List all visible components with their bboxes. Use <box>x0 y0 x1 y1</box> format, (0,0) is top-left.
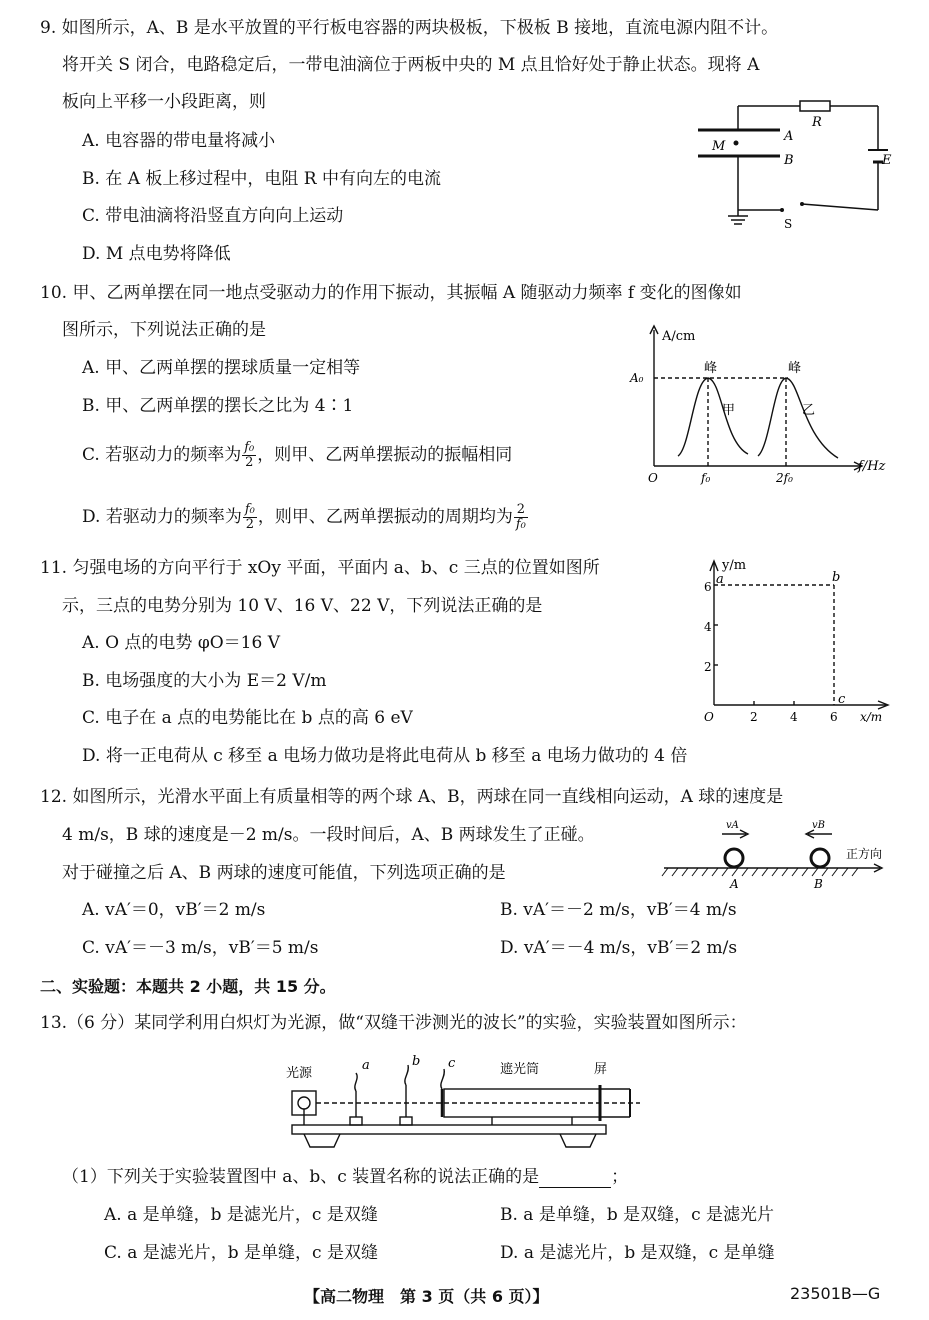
origin-label: O <box>648 471 658 485</box>
section-2-heading: 二、实验题：本题共 2 小题，共 15 分。 <box>40 977 336 996</box>
curve-label-jia: 甲 <box>722 403 736 418</box>
q12-line3: 对于碰撞之后 A、B 两球的速度可能值，下列选项正确的是 <box>62 863 506 883</box>
q11-line1: 11. 匀强电场的方向平行于 xOy 平面，平面内 a、b、c 三点的位置如图所 <box>40 558 600 578</box>
q10-line1: 10. 甲、乙两单摆在同一地点受驱动力的作用下振动，其振幅 A 随驱动力频率 f 变化的图像如 <box>40 283 742 303</box>
point-a-label: a <box>716 572 724 587</box>
screen-label: 屏 <box>594 1062 608 1077</box>
ball-a-label: A <box>730 877 739 891</box>
q11-option-c: C. 电子在 a 点的电势能比在 b 点的高 6 eV <box>82 708 413 728</box>
q10-option-c-prefix: C. 若驱动力的频率为 <box>82 445 242 465</box>
q12-collision-figure <box>660 818 900 894</box>
q9-option-c: C. 带电油滴将沿竖直方向向上运动 <box>82 206 344 226</box>
label-resistor-r: R <box>812 115 822 130</box>
q10-option-a: A. 甲、乙两单摆的摆球质量一定相等 <box>82 358 361 378</box>
a0-label: A₀ <box>630 371 644 385</box>
q11-option-a: A. O 点的电势 φO＝16 V <box>82 633 280 653</box>
q10-option-b: B. 甲、乙两单摆的摆长之比为 4∶1 <box>82 396 354 416</box>
label-plate-a: A <box>784 129 794 144</box>
y-tick-2: 2 <box>704 660 712 674</box>
q12-line1: 12. 如图所示，光滑水平面上有质量相等的两个球 A、B，两球在同一直线相向运动，A 球的速度是 <box>40 787 784 807</box>
q11-option-b: B. 电场强度的大小为 E＝2 V/m <box>82 671 327 691</box>
tick-f0: f₀ <box>701 471 711 485</box>
label-switch-s: S <box>784 217 793 231</box>
q13-option-c: C. a 是滤光片，b 是单缝，c 是双缝 <box>104 1243 378 1263</box>
component-a-label: a <box>362 1058 370 1073</box>
tube-label: 遮光筒 <box>500 1062 540 1077</box>
q10-option-c <box>82 432 512 478</box>
q12-option-c: C. vA′＝－3 m/s，vB′＝5 m/s <box>82 938 319 958</box>
fraction-f0-over-2: $\frac{\text{f₀}}{2}$ <box>244 440 255 470</box>
point-b-label: b <box>832 570 841 585</box>
q12-line2: 4 m/s，B 球的速度是－2 m/s。一段时间后，A、B 两球发生了正碰。 <box>62 825 595 845</box>
q10-line2: 图所示，下列说法正确的是 <box>62 320 266 340</box>
point-c-label: c <box>838 692 846 707</box>
q10-resonance-graph <box>628 318 903 490</box>
label-plate-b: B <box>784 153 794 168</box>
q9-line2: 将开关 S 闭合，电路稳定后，一带电油滴位于两板中央的 M 点且恰好处于静止状态。现将 A <box>62 55 760 75</box>
peak-label-2: 峰 <box>788 361 802 376</box>
positive-direction-label: 正方向 <box>846 847 883 861</box>
q10-option-d <box>82 494 529 540</box>
fraction-f0-over-2: $\frac{\text{f₀}}{2}$ <box>244 502 255 532</box>
label-battery-e: E <box>882 153 892 168</box>
component-b-label: b <box>412 1055 421 1069</box>
q13-line1: 13.（6 分）某同学利用白炽灯为光源，做“双缝干涉测光的波长”的实验，实验装置如图所示： <box>40 1013 747 1033</box>
x-tick-4: 4 <box>790 710 798 724</box>
q9-line3: 板向上平移一小段距离，则 <box>62 92 266 112</box>
x-axis-label: f/Hz <box>858 459 886 474</box>
q9-option-b: B. 在 A 板上移过程中，电阻 R 中有向左的电流 <box>82 169 441 189</box>
paper-code: 23501B—G <box>790 1284 881 1303</box>
q12-option-d: D. vA′＝－4 m/s，vB′＝2 m/s <box>500 938 738 958</box>
q10-option-d-middle: ，则甲、乙两单摆振动的周期均为 <box>257 507 513 527</box>
y-tick-4: 4 <box>704 620 712 634</box>
origin-label: O <box>704 710 714 724</box>
label-point-m: M <box>712 139 726 154</box>
q13-sub1-text: （1）下列关于实验装置图中 a、b、c 装置名称的说法正确的是 <box>62 1167 540 1187</box>
q11-line2: 示，三点的电势分别为 10 V、16 V、22 V，下列说法正确的是 <box>62 596 543 616</box>
x-tick-6: 6 <box>830 710 838 724</box>
q12-option-a: A. vA′＝0，vB′＝2 m/s <box>82 900 266 920</box>
y-axis-label: y/m <box>722 558 747 573</box>
curve-label-yi: 乙 <box>802 403 816 418</box>
q11-option-d: D. 将一正电荷从 c 移至 a 电场力做功是将此电荷从 b 移至 a 电场力做功的 4 倍 <box>82 746 688 766</box>
peak-label-1: 峰 <box>704 361 718 376</box>
q13-subquestion-1 <box>62 1166 628 1188</box>
ball-b-label: B <box>814 877 823 891</box>
fraction-2-over-f0: $\frac{2}{\text{f₀}}$ <box>515 502 526 532</box>
x-axis-label: x/m <box>860 710 883 724</box>
velocity-a-label: vA <box>726 820 739 831</box>
q10-option-d-prefix: D. 若驱动力的频率为 <box>82 507 242 527</box>
q13-apparatus-figure <box>282 1055 652 1155</box>
q13-sub1-end: ； <box>611 1167 629 1187</box>
answer-blank[interactable] <box>539 1169 611 1188</box>
q13-option-d: D. a 是滤光片，b 是双缝，c 是单缝 <box>500 1243 775 1263</box>
component-c-label: c <box>448 1056 456 1071</box>
q13-option-b: B. a 是单缝，b 是双缝，c 是滤光片 <box>500 1205 775 1225</box>
q9-circuit-diagram <box>690 98 900 233</box>
light-source-label: 光源 <box>286 1066 313 1081</box>
q13-option-a: A. a 是单缝，b 是滤光片，c 是双缝 <box>104 1205 378 1225</box>
y-tick-6: 6 <box>704 580 712 594</box>
q9-option-a: A. 电容器的带电量将减小 <box>82 131 276 151</box>
q10-option-c-suffix: ，则甲、乙两单摆振动的振幅相同 <box>257 445 513 465</box>
velocity-b-label: vB <box>812 820 825 831</box>
tick-2f0: 2f₀ <box>776 471 793 485</box>
q9-line1: 9. 如图所示，A、B 是水平放置的平行板电容器的两块极板，下极板 B 接地，直流电源内阻不计。 <box>40 18 779 38</box>
x-tick-2: 2 <box>750 710 758 724</box>
q12-option-b: B. vA′＝－2 m/s，vB′＝4 m/s <box>500 900 737 920</box>
page-footer: 【高二物理 第 3 页（共 6 页）】 <box>304 1287 549 1306</box>
q9-option-d: D. M 点电势将降低 <box>82 244 231 264</box>
q11-coordinate-figure <box>700 553 900 725</box>
y-axis-label: A/cm <box>662 329 696 344</box>
